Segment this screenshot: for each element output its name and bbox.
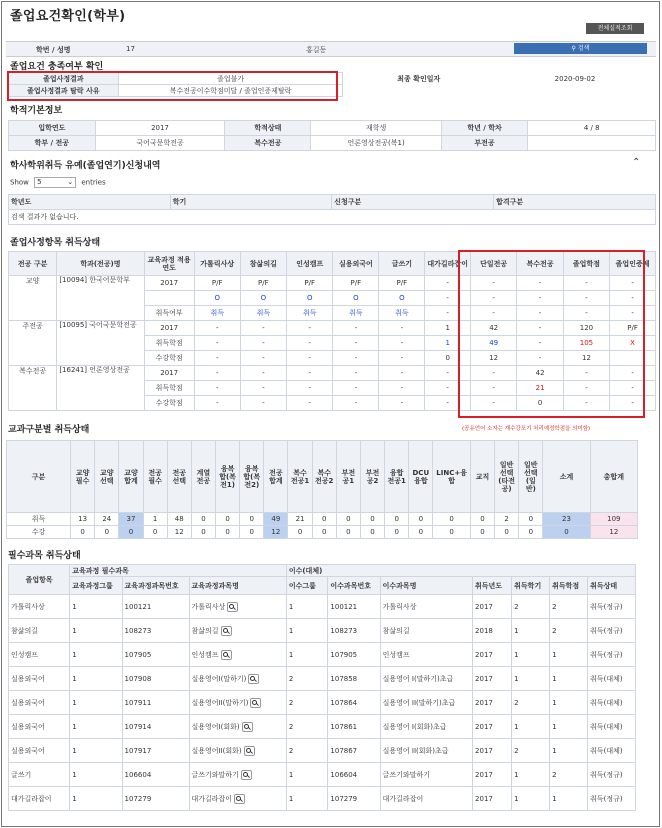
group-type: 주전공 [9, 321, 57, 366]
show-label: Show [10, 178, 29, 187]
magnifier-icon[interactable] [242, 722, 253, 732]
col-life: 참삶의길 [240, 252, 286, 276]
major-label: 학부 / 전공 [9, 136, 96, 151]
col-grad-credits: 졸업학점 [563, 252, 609, 276]
magnifier-icon[interactable] [241, 770, 252, 780]
double-major-label: 복수전공 [225, 136, 311, 151]
magnifier-icon[interactable] [250, 698, 261, 708]
col-single-major: 단일전공 [470, 252, 516, 276]
required-group2: 이수(대체) [286, 565, 635, 577]
table-row: 인성캠프 1 107905 인성캠프 1 107905 인성캠프 2017 1 1 취득(정규) [9, 643, 636, 667]
magnifier-icon[interactable] [221, 650, 232, 660]
minor-value [528, 136, 656, 151]
col-catholic: 가톨릭사상 [194, 252, 240, 276]
double-major-value: 언론영상전공(복1) [311, 136, 441, 151]
magnifier-icon[interactable] [227, 602, 238, 612]
entry-year-label: 입학연도 [9, 121, 96, 136]
basic-info-table [8, 120, 656, 151]
grad-result-label: 졸업사정결과 [9, 73, 119, 85]
category-table: 구분 교양필수 교양선택 교양합계 전공필수 전공선택 계열전공 융복합(복전1) 융복합(복전2) 전공합계 복수전공1 복수전공2 부전공1 부전공2 융합전공1 DCU융합 LINC+융합 교직 일반선택(타전공) 일반선택(일반) 소계 총합계 취득 13 24 37 1 48 0 0 0 49 21 0 0 0 0 0 0 0 2 0 23 109 수강 0 0 0 0 12 0 0 0 12 0 0 0 0 0 0 0 0 0 0 0 12 [6, 440, 638, 539]
group-dept: [10095] 국어국문학전공 [57, 321, 144, 366]
group-type: 복수전공 [9, 366, 57, 411]
table-row: 실용외국어 1 107917 실용영어II(회화) 2 107867 실용영어 II(회화)초급 2017 2 1 취득(대체) [9, 739, 636, 763]
table-row: 글쓰기 1 106604 글쓰기와말하기 1 106604 글쓰기와말하기 2017 1 2 취득(정규) [9, 763, 636, 787]
table-row: 대가길라잡이 1 107279 대가길라잡이 1 107279 대가길라잡이 2017 1 1 취득(정규) [9, 787, 636, 811]
all-view-button[interactable]: 전체실적조회 [586, 23, 644, 34]
col-double-major: 복수전공 [517, 252, 563, 276]
col-guide: 대가길라잡이 [425, 252, 471, 276]
major-value: 국어국문학전공 [95, 136, 225, 151]
magnifier-icon[interactable] [234, 794, 245, 804]
grad-check-heading: 졸업요건 충족여부 확인 [10, 62, 104, 72]
page-frame [1, 1, 660, 827]
row-label: 취득 [7, 513, 71, 526]
credit-status-highlight [458, 250, 645, 418]
col-foreign-lang: 실용외국어 [333, 252, 379, 276]
required-heading: 필수과목 취득상태 [8, 551, 81, 561]
status-label: 학적상태 [225, 121, 311, 136]
grade-label: 학년 / 학차 [441, 121, 528, 136]
grad-reason-value: 복수전공이수학점미달 / 졸업인증제탈락 [118, 85, 343, 97]
col-camp: 인성캠프 [287, 252, 333, 276]
table-row: 실용외국어 1 107908 실용영어I(말하기) 2 107858 실용영어 I(말하기)초급 2017 1 1 취득(대체) [9, 667, 636, 691]
col-semester: 학기 [170, 195, 332, 210]
col-curriculum-year: 교육과정 적용연도 [144, 252, 194, 276]
page-title: 졸업요건확인(학부) [10, 9, 126, 24]
group-dept: [16241] 언론영상전공 [57, 366, 144, 411]
chevron-up-icon[interactable]: ⌃ [632, 157, 641, 168]
delay-heading: 학사학위취득 유예(졸업연기)신청내역 [10, 161, 161, 171]
entries-label: entries [81, 178, 106, 187]
table-row: 실용외국어 1 107911 실용영어II(말하기) 2 107864 실용영어 II(말하기)초급 2017 2 1 취득(대체) [9, 691, 636, 715]
col-writing: 글쓰기 [379, 252, 425, 276]
grade-value: 4 / 8 [528, 121, 656, 136]
col-year: 학년도 [9, 195, 171, 210]
magnifier-icon[interactable] [244, 746, 255, 756]
magnifier-icon[interactable] [248, 674, 259, 684]
entries-select[interactable]: 5 ⌄ [34, 177, 76, 188]
col-pass-type: 합격구분 [494, 195, 656, 210]
confirm-date-label: 최종 확인일자 [343, 73, 495, 85]
group-dept: [10094] 한국어문학부 [57, 276, 144, 321]
credit-status-table: 전공 구분 학과(전공)명 교육과정 적용연도 가톨릭사상 참삶의길 인성캠프 실용외국어 글쓰기 대가길라잡이 단일전공 복수전공 졸업학점 졸업인증제 교양 [10094] 한국어문학부 2017 P/F P/F P/F P/F P/F - - - - - O O O O O - - - - - 취득여부 취득 취득 취득 취득 취득 - - - - - 주전공 [10095] 국어국문학전공 2017 - - - - - 1 42 - 120 P/F 취득학점 - - - - - 1 49 - 105 X 수강학점 - - - - - 0 12 - 12 복수전공 [16241] 언론영상전공 2017 - - - - - - - 42 - - 취득학점 - - - - - - - 21 - - 수강학점 - - - - - - - 0 - - [8, 251, 656, 411]
magnifier-icon[interactable] [221, 626, 232, 636]
search-icon: ⚲ [571, 45, 576, 52]
col-dept: 학과(전공)명 [57, 252, 144, 276]
search-label: 학번 / 성명 [36, 46, 71, 54]
student-id-field[interactable]: 17 [126, 45, 135, 53]
category-heading: 교과구분별 취득상태 [8, 425, 90, 435]
student-name-field[interactable]: 홍길동 [306, 46, 327, 54]
delay-table [8, 194, 656, 225]
minor-label: 부전공 [441, 136, 528, 151]
table-row: 실용외국어 1 107914 실용영어I(회화) 2 107861 실용영어 I(회화)초급 2017 1 1 취득(대체) [9, 715, 636, 739]
col-grad-cert: 졸업인증제 [610, 252, 656, 276]
category-note: (공유언어 소자는 재수강포기 처리예정학점을 의미함) [462, 426, 591, 432]
grad-reason-label: 졸업사정결과 탈락 사유 [9, 85, 119, 97]
col-request-type: 신청구분 [332, 195, 494, 210]
empty-message: 검색 결과가 없습니다. [9, 210, 656, 225]
group-type: 교양 [9, 276, 57, 321]
status-value: 재학생 [311, 121, 441, 136]
chevron-down-icon: ⌄ [67, 178, 74, 186]
search-button[interactable] [514, 43, 647, 54]
grad-check-highlight [7, 71, 338, 101]
table-row: 가톨릭사상 1 100121 가톨릭사상 1 100121 가톨릭사상 2017 2 2 취득(정규) [9, 595, 636, 619]
search-button-label: 검색 [577, 45, 590, 52]
entry-year-value: 2017 [95, 121, 225, 136]
required-group1: 교육과정 필수과목 [70, 565, 287, 577]
credit-status-heading: 졸업사정항목 취득상태 [10, 238, 101, 248]
basic-info-heading: 학적기본정보 [10, 106, 63, 116]
confirm-date-value: 2020-09-02 [554, 74, 596, 83]
table-row: 참삶의길 1 108273 참삶의길 1 108273 참삶의길 2018 1 2 취득(정규) [9, 619, 636, 643]
grad-result-value: 졸업불가 [118, 73, 343, 85]
required-table: 졸업항목 교육과정 필수과목 이수(대체) 교육과정그룹 교육과정과목번호 교육과정과목명 이수그룹 이수과목번호 이수과목명 취득년도 취득학기 취득학점 취득상태 가톨릭사상 1 100121 가톨릭사상 1 100121 가톨릭사상 2017 2 2 취득(정규) 참삶의길 1 108273 참삶의길 1 108273 참삶의길 2018 1 2 취득(정규) 인성캠프 1 107905 인성캠프 1 107905 인성캠프 2017 1 1 취득(정규) 실용외국어 1 107908 실용영어I(말하기) 2 107858 실용영어 I(말하기)초급 2017 1 1 취득(대체) 실용외국어 1 107911 실용영어II(말하기) 2 107864 실용영어 II(말하기)초급 2017 2 1 취득(대체) 실용외국어 1 107914 실용영어I(회화) 2 107861 실용영어 I(회화)초급 2017 1 1 취득(대체) 실용외국어 1 107917 실용영어II(회화) 2 107867 실용영어 II(회화)초급 2017 2 1 취득(대체) 글쓰기 1 106604 글쓰기와말하기 1 106604 글쓰기와말하기 2017 1 2 취득(정규) 대가길라잡이 1 107279 대가길라잡이 1 107279 대가길라잡이 2017 1 1 취득(정규) [8, 564, 636, 811]
col-major-type: 전공 구분 [9, 252, 57, 276]
search-bar [6, 41, 656, 57]
row-label: 수강 [7, 526, 71, 539]
